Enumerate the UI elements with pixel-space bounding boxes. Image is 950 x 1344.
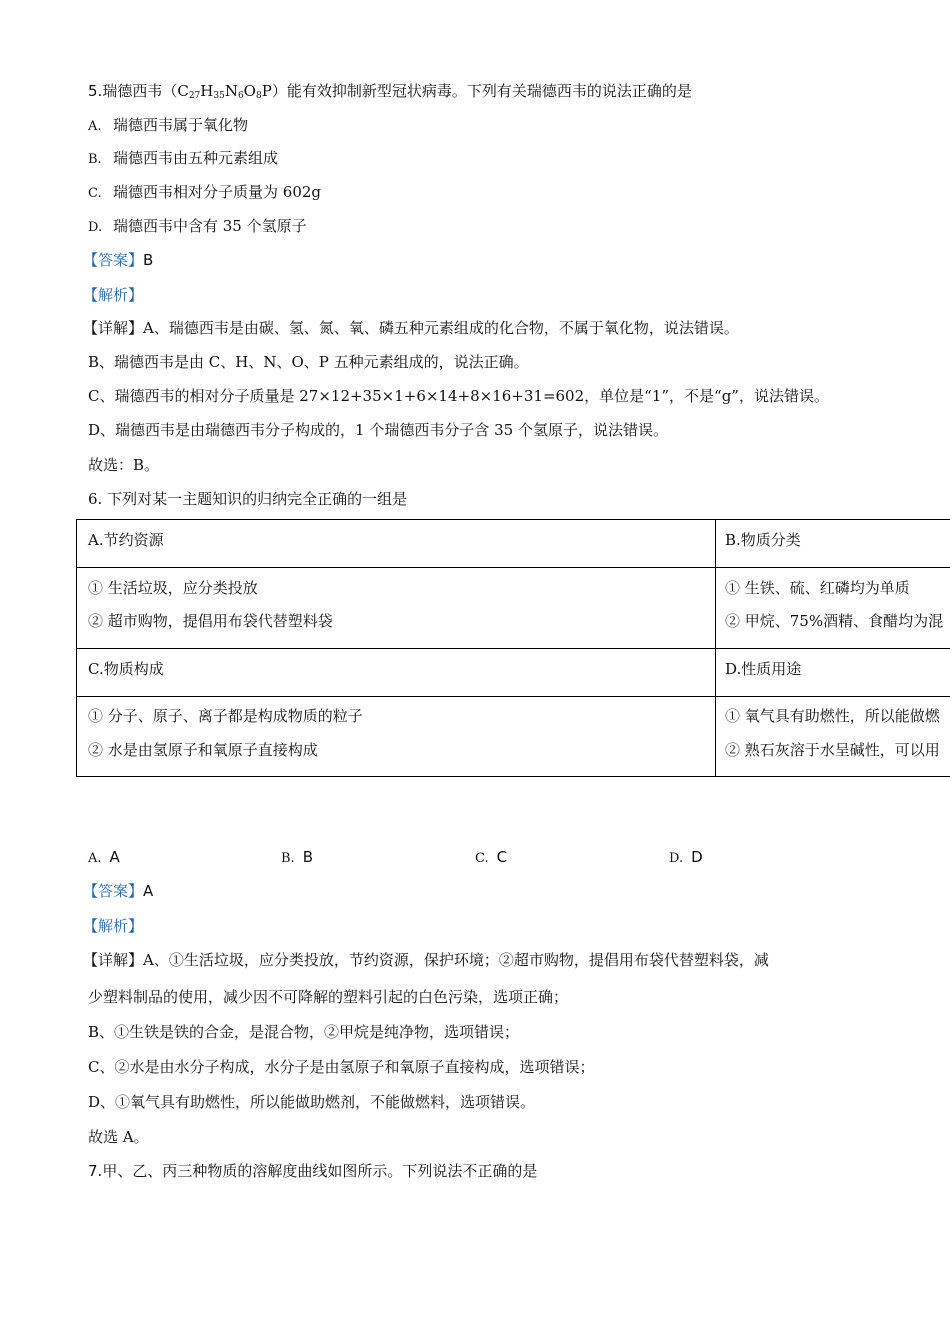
cell-b-item-1: ① 生铁、硫、红磷均为单质	[725, 579, 910, 597]
q6-detail-line-1: 【详解】A、①生活垃圾，应分类投放，节约资源，保护环境；②超市购物，提倡用布袋代替塑料袋，减	[83, 951, 769, 969]
table-row-divider	[77, 567, 950, 568]
table-row-divider	[77, 696, 950, 697]
cell-a-item-2: ② 超市购物，提倡用布袋代替塑料袋	[88, 612, 333, 630]
q6-conclusion: 故选 A。	[88, 1128, 149, 1146]
cell-a-title: A.节约资源	[88, 531, 164, 549]
q6-detail-line-4: C、②水是由水分子构成，水分子是由氢原子和氧原子直接构成，选项错误；	[88, 1058, 595, 1076]
q5-option-d: D. 瑞德西韦中含有 35 个氢原子	[88, 217, 307, 235]
q5-detail-line-4: D、瑞德西韦是由瑞德西韦分子构成的，1 个瑞德西韦分子含 35 个氢原子，说法错误。	[88, 421, 668, 439]
q5-analysis-label: 【解析】	[83, 286, 144, 304]
q5-conclusion: 故选：B。	[88, 456, 160, 474]
q5-detail-line-2: B、瑞德西韦是由 C、H、N、O、P 五种元素组成的，说法正确。	[88, 353, 529, 371]
q5-option-b: B. 瑞德西韦由五种元素组成	[88, 149, 279, 167]
q5-stem: 5.瑞德西韦$(C_{27}H_{35}N_6O_8P)$能有效抑制新型冠状病毒。下列有关瑞德西韦的说法正确的是	[88, 82, 692, 101]
q6-knowledge-table	[76, 519, 950, 777]
cell-d-title: D.性质用途	[725, 660, 802, 678]
q7-number: 7	[88, 1162, 98, 1180]
q5-option-c: C. 瑞德西韦相对分子质量为 602g	[88, 183, 322, 201]
q6-detail-line-5: D、①氧气具有助燃性，所以能做助燃剂，不能做燃料，选项错误。	[88, 1093, 536, 1111]
q6-answer: 【答案】A	[83, 882, 154, 900]
q7-stem: 7.甲、乙、丙三种物质的溶解度曲线如图所示。下列说法不正确的是	[88, 1162, 538, 1180]
table-column-divider	[715, 520, 716, 776]
q6-option-c: C. C	[475, 848, 508, 866]
q5-detail-line-1: 【详解】A、瑞德西韦是由碳、氢、氮、氧、磷五种元素组成的化合物，不属于氧化物，说法错误。	[83, 319, 739, 337]
q6-detail-line-3: B、①生铁是铁的合金，是混合物，②甲烷是纯净物，选项错误；	[88, 1023, 520, 1041]
q5-answer: 【答案】B	[83, 251, 154, 269]
cell-c-title: C.物质构成	[88, 660, 164, 678]
q6-option-b: B. B	[281, 848, 313, 866]
q5-number: 5	[88, 82, 98, 100]
cell-c-item-2: ② 水是由氢原子和氧原子直接构成	[88, 741, 318, 759]
cell-d-item-2: ② 熟石灰溶于水呈碱性，可以用	[725, 741, 940, 759]
cell-d-item-1: ① 氧气具有助燃性，所以能做燃	[725, 707, 940, 725]
q6-option-d: D. D	[669, 848, 703, 866]
cell-b-title: B.物质分类	[725, 531, 801, 549]
cell-c-item-1: ① 分子、原子、离子都是构成物质的粒子	[88, 707, 363, 725]
table-row-divider	[77, 648, 950, 649]
q6-stem: 6. 下列对某一主题知识的归纳完全正确的一组是	[88, 490, 408, 508]
cell-b-item-2: ② 甲烷、75%酒精、食醋均为混	[725, 612, 944, 630]
q6-analysis-label: 【解析】	[83, 917, 144, 935]
cell-a-item-1: ① 生活垃圾，应分类投放	[88, 579, 258, 597]
q5-option-a: A. 瑞德西韦属于氧化物	[88, 116, 249, 134]
q6-option-a: A. A	[88, 848, 120, 866]
q6-detail-line-2: 少塑料制品的使用，减少因不可降解的塑料引起的白色污染，选项正确；	[88, 988, 569, 1006]
q5-detail-line-3: C、瑞德西韦的相对分子质量是 27×12+35×1+6×14+8×16+31=602，单位是“1”，不是“g”，说法错误。	[88, 387, 829, 405]
